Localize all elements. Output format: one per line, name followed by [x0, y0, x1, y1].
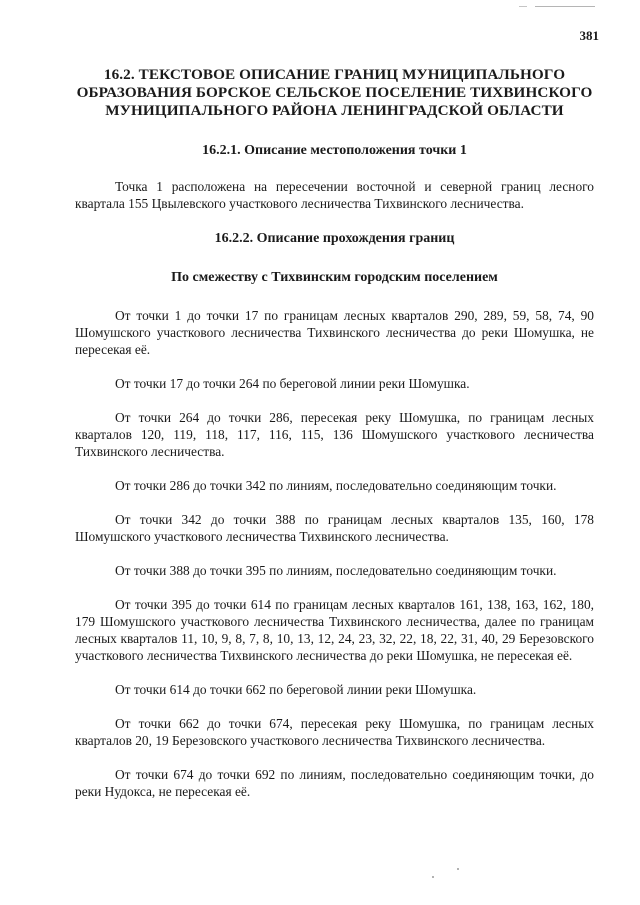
paragraph: От точки 342 до точки 388 по границам лесных кварталов 135, 160, 178 Шомушского участкового лесничества Тихвинского лесничества.: [75, 512, 594, 544]
page-number: 381: [579, 28, 599, 43]
scan-speck: [457, 868, 459, 870]
paragraph: От точки 662 до точки 674, пересекая реку Шомушка, по границам лесных кварталов 20, 19 Березовского участкового лесничества Тихвинского лесничества.: [75, 716, 594, 748]
scan-artifact-dash: [519, 6, 527, 7]
paragraph: От точки 1 до точки 17 по границам лесных кварталов 290, 289, 59, 58, 74, 90 Шомушского участкового лесничества Тихвинского лесничества до реки Шомушка, не пересекая её.: [75, 308, 594, 357]
paragraph: От точки 17 до точки 264 по береговой линии реки Шомушка.: [115, 376, 470, 391]
section-2-subheading: По смежеству с Тихвинским городским поселением: [171, 270, 498, 285]
paragraph: От точки 614 до точки 662 по береговой линии реки Шомушка.: [115, 682, 477, 697]
section-1-heading: 16.2.1. Описание местоположения точки 1: [202, 143, 467, 158]
paragraph: От точки 286 до точки 342 по линиям, последовательно соединяющим точки.: [115, 478, 557, 493]
scan-artifact-line: [535, 6, 595, 7]
paragraph: От точки 388 до точки 395 по линиям, последовательно соединяющим точки.: [115, 563, 557, 578]
section-2-heading: 16.2.2. Описание прохождения границ: [214, 231, 455, 246]
paragraph: От точки 264 до точки 286, пересекая реку Шомушка, по границам лесных кварталов 120, 119, 118, 117, 116, 115, 136 Шомушского участкового лесничества Тихвинского лесничества.: [75, 410, 594, 459]
paragraph: От точки 395 до точки 614 по границам лесных кварталов 161, 138, 163, 162, 180, 179 Шомушского участкового лесничества Тихвинского лесничества, далее по границам лесных кварталов 11, 10, 9, 8, 7, 8, 10, 13, 12, 24, 23, 32, 22, 18, 22, 31, 40, 29 Березовского участкового лесничества Тихвинского лесничества до реки Шомушка, не пересекая её.: [75, 597, 594, 663]
paragraph: От точки 674 до точки 692 по линиям, последовательно соединяющим точки, до реки Нудокса, не пересекая её.: [75, 767, 594, 799]
document-title: 16.2. ТЕКСТОВОЕ ОПИСАНИЕ ГРАНИЦ МУНИЦИПАЛЬНОГО ОБРАЗОВАНИЯ БОРСКОЕ СЕЛЬСКОЕ ПОСЕЛЕНИЕ ТИХВИНСКОГО МУНИЦИПАЛЬНОГО РАЙОНА ЛЕНИНГРАДСКОЙ ОБЛАСТИ: [76, 66, 593, 119]
document-body: [75, 66, 594, 800]
scan-speck: [432, 876, 434, 878]
section-1-text: Точка 1 расположена на пересечении восточной и северной границ лесного квартала 155 Цвылевского участкового лесничества Тихвинского лесничества.: [75, 179, 594, 211]
